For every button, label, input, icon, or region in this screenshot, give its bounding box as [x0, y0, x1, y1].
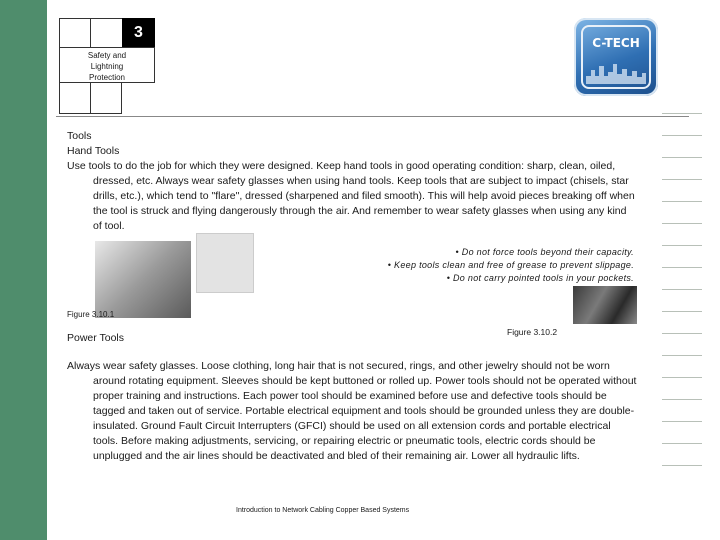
- left-accent-bar: [0, 0, 47, 540]
- ctech-logo: [574, 18, 658, 96]
- power-tools-heading: Power Tools: [67, 332, 125, 344]
- logo-text: C-TECH: [592, 36, 640, 50]
- blank-image-placeholder: [196, 233, 254, 293]
- power-tools-paragraph: Always wear safety glasses. Loose clothing, long hair that is not secured, rings, and other jewelry should not be worn around rotating equipment. Sleeves should be kept buttoned or rolled up. Power tools should not be operated without proper training and instructions. Each power tool should be examined before use and defective tools should be tagged and taken out of service. Portable electrical equipment and tools should be grounded unless they are double-insulated. Ground Fault Circuit Interrupters (GFCI) should be used on all extension cords and portable electrical tools. Before making adjustments, servicing, or repairing electric or pneumatic tools, electric cords should be unplugged and the air lines should be deactivated and bled of their remaining air. Lower all hydraulic lifts.: [67, 360, 637, 462]
- hand-tools-photo: [95, 241, 191, 318]
- skyline-icon: [586, 62, 646, 84]
- hand-tools-paragraph: Use tools to do the job for which they were designed. Keep hand tools in good operating condition: sharp, clean, oiled, dressed, etc. Always wear safety glasses when using hand tools. Keep tools that are subject to impact (chisels, star drills, etc.), which tend to "flare", dressed (sharpened and filed smooth). This will help avoid pieces breaking off when the tool is struck and flying dangerously through the air. And remember to wear safety glasses when using any kind of tool.: [67, 160, 635, 232]
- decorative-lines: [662, 113, 702, 487]
- power-tool-photo: [573, 286, 637, 324]
- chapter-label: Safety and Lightning Protection: [59, 47, 155, 83]
- section-heading: Tools: [67, 130, 92, 142]
- bullet-item: • Keep tools clean and free of grease to prevent slippage.: [387, 260, 634, 270]
- figure-1-caption: Figure 3.10.1: [67, 310, 115, 319]
- page-footer: Introduction to Network Cabling Copper Based Systems: [236, 507, 410, 514]
- bullet-item: • Do not force tools beyond their capacity.: [455, 247, 634, 257]
- figure-2-caption: Figure 3.10.2: [507, 327, 558, 337]
- header-divider: [56, 116, 689, 117]
- bullet-item: • Do not carry pointed tools in your pockets.: [446, 273, 634, 283]
- safety-bullets: [388, 246, 634, 285]
- subsection-heading: Hand Tools: [67, 145, 120, 157]
- chapter-number: 3: [122, 18, 155, 47]
